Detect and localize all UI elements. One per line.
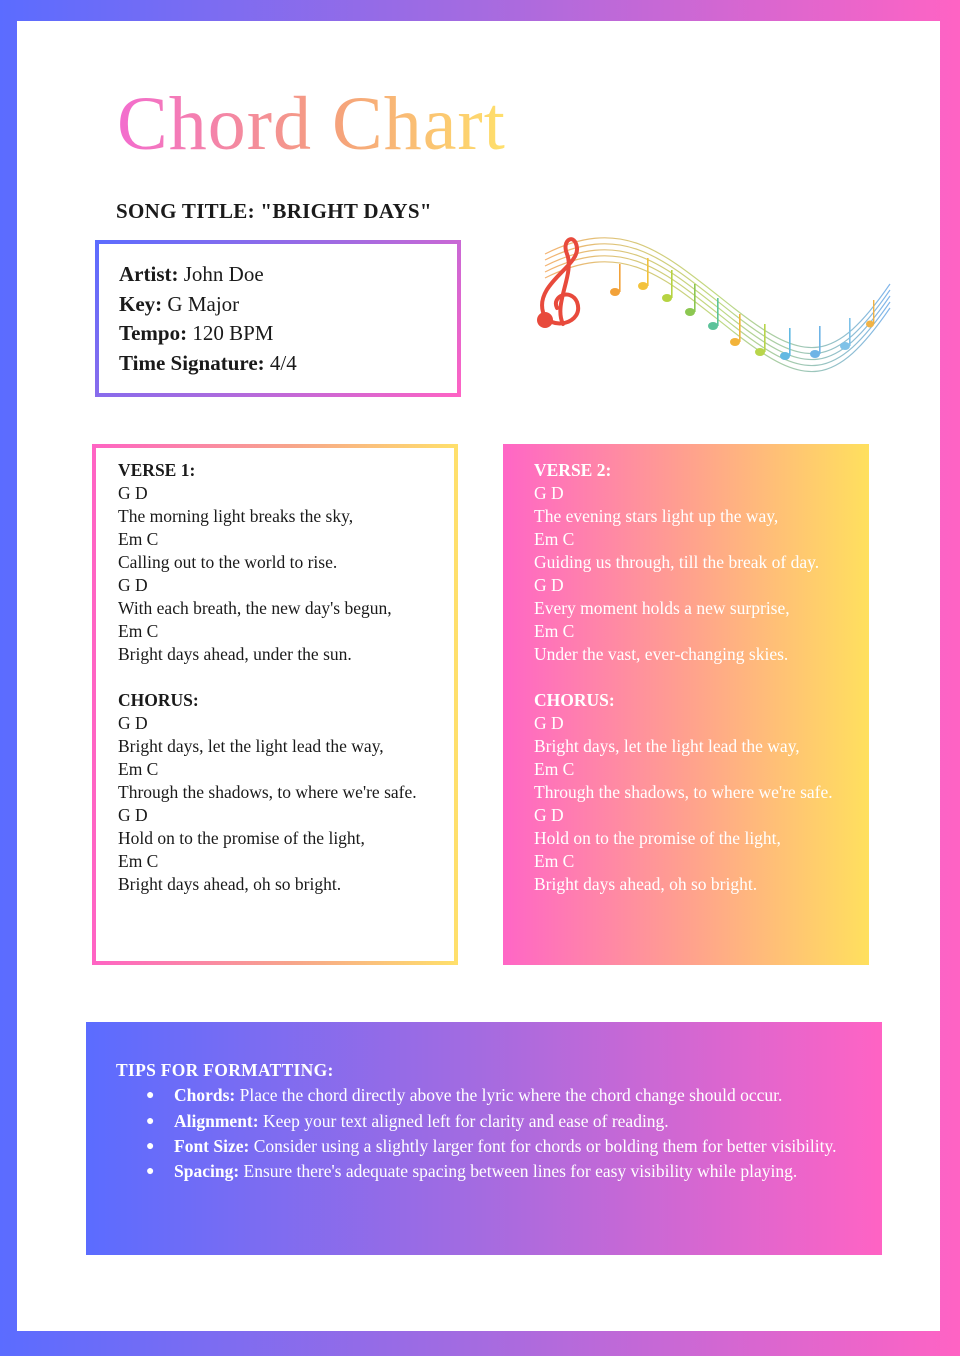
tip-label: Font Size: bbox=[174, 1135, 250, 1156]
lyric-line: Bright days, let the light lead the way, bbox=[534, 736, 800, 756]
chord-line: Em C bbox=[534, 621, 575, 641]
chord-line: G D bbox=[118, 805, 148, 825]
lyric-line: Through the shadows, to where we're safe. bbox=[118, 782, 417, 802]
tip-text: Ensure there's adequate spacing between lines for easy visibility while playing. bbox=[239, 1161, 798, 1182]
tips-panel bbox=[86, 1022, 882, 1255]
tip-label: Spacing: bbox=[174, 1161, 240, 1182]
verse2-heading: VERSE 2: bbox=[534, 460, 612, 480]
tip-label: Chords: bbox=[174, 1085, 236, 1106]
tip-text: Place the chord directly above the lyric where the chord change should occur. bbox=[235, 1085, 783, 1106]
tip-item bbox=[146, 1083, 852, 1108]
tip-label: Alignment: bbox=[174, 1110, 259, 1131]
lyric-line: With each breath, the new day's begun, bbox=[118, 598, 392, 618]
chord-line: G D bbox=[118, 483, 148, 503]
chorus-heading: CHORUS: bbox=[534, 690, 615, 710]
tip-text: Consider using a slightly larger font for chords or bolding them for better visibility. bbox=[249, 1135, 837, 1156]
lyric-line: Hold on to the promise of the light, bbox=[118, 828, 365, 848]
verse1-heading: VERSE 1: bbox=[118, 460, 196, 480]
chord-line: G D bbox=[534, 483, 564, 503]
bullet-icon: ● bbox=[146, 1138, 155, 1154]
song-title: SONG TITLE: "BRIGHT DAYS" bbox=[116, 199, 432, 223]
info-row-time-signature bbox=[119, 349, 437, 379]
chord-line: G D bbox=[118, 575, 148, 595]
chord-line: Em C bbox=[118, 621, 159, 641]
info-row-tempo bbox=[119, 319, 437, 349]
music-staff-icon bbox=[515, 214, 895, 374]
chord-line: Em C bbox=[534, 529, 575, 549]
lyric-line: Bright days ahead, oh so bright. bbox=[534, 874, 758, 894]
chord-line: G D bbox=[534, 575, 564, 595]
tips-heading: TIPS FOR FORMATTING: bbox=[116, 1060, 334, 1080]
info-label: Time Signature: bbox=[119, 350, 265, 375]
lyric-line: Calling out to the world to rise. bbox=[118, 552, 338, 572]
info-value: 4/4 bbox=[264, 350, 297, 375]
lyric-line: Bright days, let the light lead the way, bbox=[118, 736, 384, 756]
info-label: Tempo: bbox=[119, 321, 188, 345]
chord-line: Em C bbox=[118, 851, 159, 871]
chord-line: G D bbox=[534, 805, 564, 825]
lyric-line: The morning light breaks the sky, bbox=[118, 506, 354, 526]
bullet-icon: ● bbox=[146, 1088, 155, 1104]
verse1-chorus-box bbox=[92, 444, 458, 965]
page-title: Chord Chart bbox=[117, 82, 506, 166]
chorus-heading: CHORUS: bbox=[118, 690, 199, 710]
info-value: G Major bbox=[162, 291, 240, 316]
info-row-artist bbox=[119, 260, 437, 290]
tip-text: Keep your text aligned left for clarity and ease of reading. bbox=[258, 1110, 669, 1131]
info-label: Artist: bbox=[119, 262, 179, 286]
song-info-box bbox=[95, 240, 461, 397]
lyric-line: Every moment holds a new surprise, bbox=[534, 598, 790, 618]
lyric-line: Hold on to the promise of the light, bbox=[534, 828, 781, 848]
chord-line: G D bbox=[534, 713, 564, 733]
tips-list bbox=[116, 1083, 852, 1184]
lyric-line: Guiding us through, till the break of day. bbox=[534, 552, 820, 572]
tip-item bbox=[146, 1109, 852, 1134]
lyric-line: Under the vast, ever-changing skies. bbox=[534, 644, 789, 664]
tip-item bbox=[146, 1159, 852, 1184]
info-value: John Doe bbox=[178, 262, 264, 286]
chord-line: Em C bbox=[118, 759, 159, 779]
chord-line: Em C bbox=[118, 529, 159, 549]
lyric-line: Bright days ahead, under the sun. bbox=[118, 644, 352, 664]
bullet-icon: ● bbox=[146, 1164, 155, 1180]
chord-line: Em C bbox=[534, 851, 575, 871]
tip-item bbox=[146, 1134, 852, 1159]
chord-line: G D bbox=[118, 713, 148, 733]
chord-line: Em C bbox=[534, 759, 575, 779]
lyric-line: The evening stars light up the way, bbox=[534, 506, 779, 526]
lyric-line: Through the shadows, to where we're safe. bbox=[534, 782, 833, 802]
page bbox=[17, 21, 940, 1331]
info-row-key bbox=[119, 290, 437, 320]
bullet-icon: ● bbox=[146, 1113, 155, 1129]
info-label: Key: bbox=[119, 291, 163, 316]
info-value: 120 BPM bbox=[187, 321, 274, 345]
lyric-line: Bright days ahead, oh so bright. bbox=[118, 874, 342, 894]
verse2-chorus-box bbox=[503, 444, 869, 965]
